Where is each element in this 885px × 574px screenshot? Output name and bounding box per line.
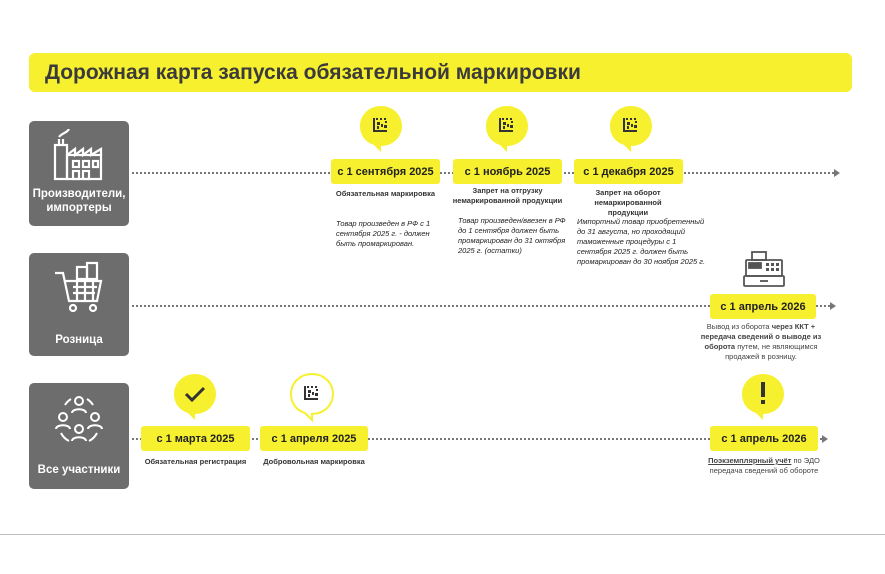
datamatrix-icon [358, 104, 404, 154]
category-label: Розница [55, 334, 103, 346]
category-producers [29, 121, 129, 226]
milestone-date: с 1 сентября 2025 [331, 159, 440, 184]
category-retail [29, 253, 129, 356]
category-label: Все участники [37, 464, 121, 476]
milestone-note: Поэкземплярный учёт по ЭДО передача сведений об обороте [708, 456, 820, 475]
arrow-head-icon [830, 302, 836, 310]
category-label: Производители, импортеры [32, 188, 126, 214]
milestone-date: с 1 апрель 2026 [710, 426, 818, 451]
milestone-date: с 1 ноябрь 2025 [453, 159, 562, 184]
datamatrix-icon [484, 104, 530, 154]
milestone-note: Товар произведен в РФ с 1 сентября 2025 г. - должен быть промаркирован. [336, 219, 431, 248]
milestone-date: с 1 апрель 2026 [710, 294, 816, 319]
divider [0, 534, 885, 535]
exclamation-icon [740, 372, 786, 422]
datamatrix-icon [289, 372, 335, 422]
milestone-note: Вывод из оборота через ККТ + передача сведений о выводе из оборота путем, не являющимся продажей в розницу. [700, 322, 822, 361]
milestone-note: Импортный товар приобретенный до 31 августа, но проходящий таможенные процедуры с 1 сентября 2025 г. должен быть промаркирован до 30 ноября 2025 г. [577, 217, 706, 266]
milestone-caption: Запрет на оборот немаркированной продукции [594, 188, 662, 217]
cash-register-icon [742, 250, 786, 290]
milestone-caption: Обязательная регистрация [144, 457, 247, 466]
milestone-date: с 1 декабря 2025 [574, 159, 683, 184]
milestone-note: Товар произведен/ввезен в РФ до 1 сентября должен быть промаркирован до 31 октября 2025 г. (остатки) [458, 216, 566, 255]
category-all-participants [29, 383, 129, 489]
title-bar [29, 53, 852, 92]
factory-icon [51, 129, 107, 185]
arrow-head-icon [834, 169, 840, 177]
milestone-caption: Обязательная маркировка [335, 189, 436, 198]
milestone-caption: Запрет на отгрузку немаркированной продукции [452, 186, 563, 205]
people-network-icon [51, 391, 107, 447]
milestone-date: с 1 марта 2025 [141, 426, 250, 451]
checkmark-icon [172, 372, 218, 422]
datamatrix-icon [608, 104, 654, 154]
milestone-date: с 1 апреля 2025 [260, 426, 368, 451]
shopping-cart-icon [51, 261, 107, 317]
milestone-caption: Добровольная маркировка [263, 457, 365, 466]
arrow-head-icon [822, 435, 828, 443]
page-title: Дорожная карта запуска обязательной маркировки [45, 61, 581, 84]
